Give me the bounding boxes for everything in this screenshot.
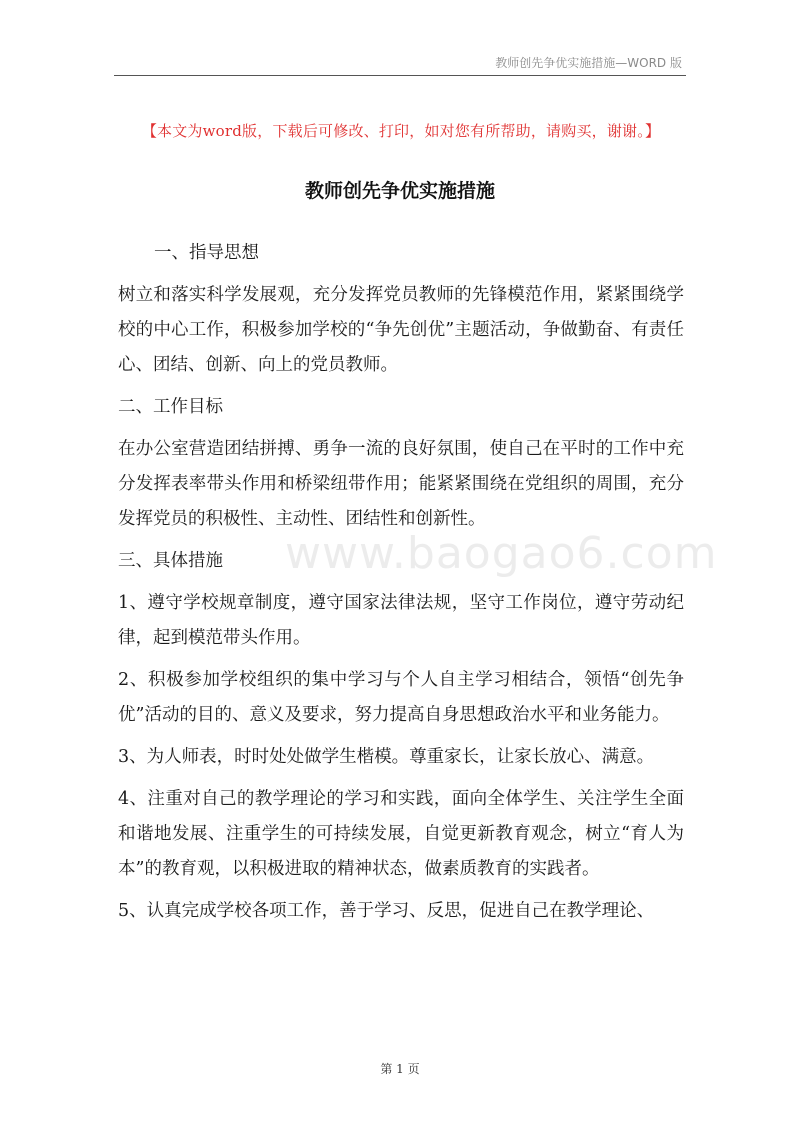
purchase-notice: 【本文为word版，下载后可修改、打印，如对您有所帮助，请购买，谢谢。】 [141, 122, 661, 140]
measure-item-3: 3、为人师表，时时处处做学生楷模。尊重家长，让家长放心、满意。 [118, 747, 655, 767]
watermark: www.baogao6.com [285, 528, 718, 579]
section-heading-measures: 三、具体措施 [118, 551, 223, 571]
running-header: 教师创先争优实施措施—WORD 版 [495, 56, 682, 70]
paragraph-guiding-thought: 树立和落实科学发展观，充分发挥党员教师的先锋模范作用，紧紧围绕学校的中心工作，积极参加学校的“争先创优”主题活动，争做勤奋、有责任心、团结、创新、向上的党员教师。 [118, 285, 684, 375]
page-number: 第 1 页 [380, 1062, 420, 1076]
section-heading-guiding-thought: 一、指导思想 [154, 243, 259, 263]
measure-item-1: 1、遵守学校规章制度，遵守国家法律法规，坚守工作岗位，遵守劳动纪律，起到模范带头作用。 [118, 593, 684, 648]
measure-item-5: 5、认真完成学校各项工作，善于学习、反思，促进自己在教学理论、 [118, 901, 655, 921]
measure-item-4: 4、注重对自己的教学理论的学习和实践，面向全体学生、关注学生全面和谐地发展、注重学生的可持续发展，自觉更新教育观念，树立“育人为本”的教育观，以积极进取的精神状态，做素质教育的实践者。 [118, 789, 684, 879]
document-title: 教师创先争优实施措施 [304, 180, 495, 202]
paragraph-work-goals: 在办公室营造团结拼搏、勇争一流的良好氛围，使自己在平时的工作中充分发挥表率带头作用和桥梁纽带作用；能紧紧围绕在党组织的周围，充分发挥党员的积极性、主动性、团结性和创新性。 [118, 439, 684, 529]
header-divider [114, 75, 686, 76]
document-body [118, 236, 684, 929]
section-heading-work-goals: 二、工作目标 [118, 397, 223, 417]
measure-item-2: 2、积极参加学校组织的集中学习与个人自主学习相结合，领悟“创先争优”活动的目的、意义及要求，努力提高自身思想政治水平和业务能力。 [118, 670, 684, 725]
